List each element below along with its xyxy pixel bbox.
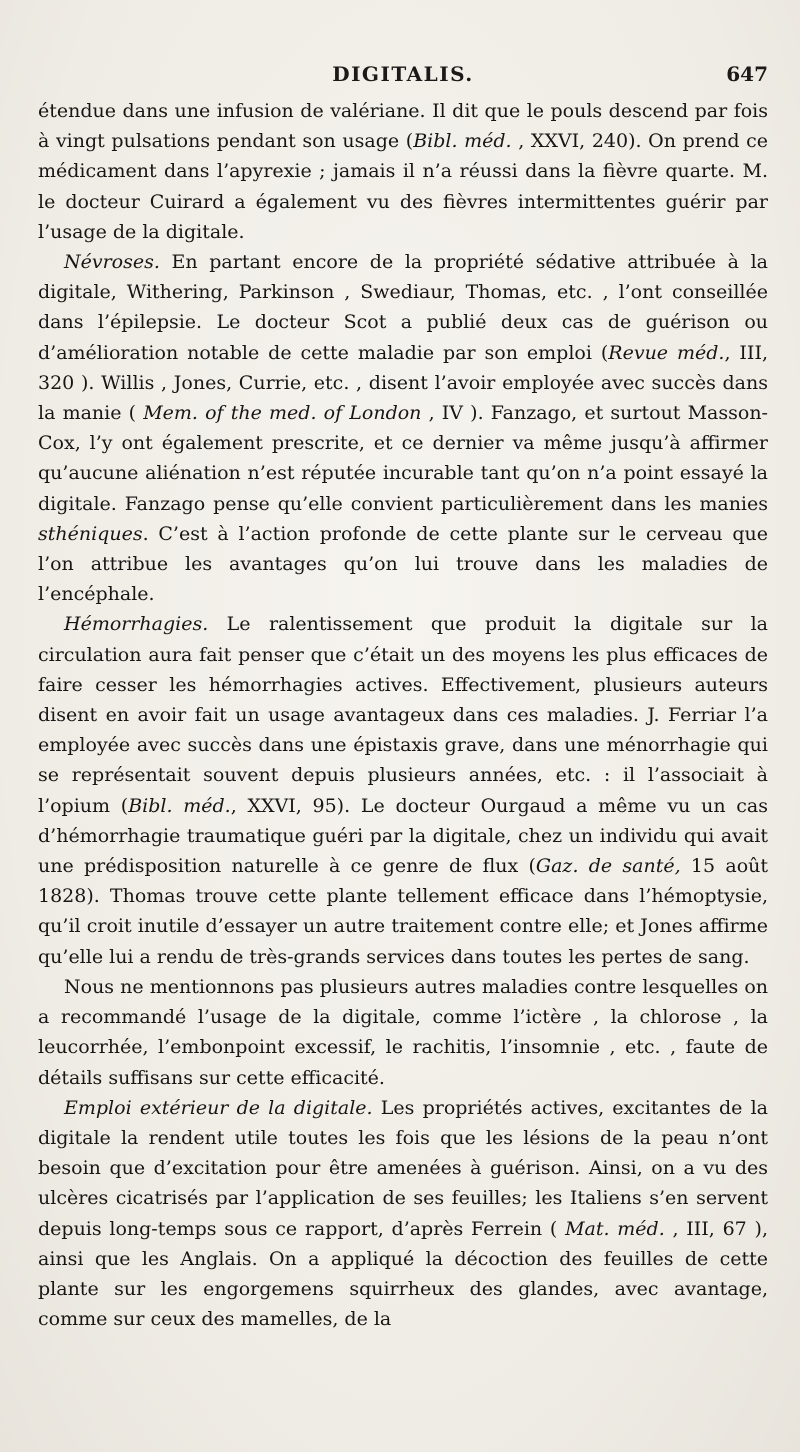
page-number: 647 — [726, 62, 768, 86]
paragraph-other-diseases: Nous ne mentionnons pas plusieurs autres maladies contre lesquelles on a recommandé l’usage de la digitale, comme l’ictère , la chlorose , la leucorrhée, l’embonpoint excessif, le rachitis, l’insomnie , etc. , faute de détails suffisans sur cette efficacité. — [38, 975, 768, 1089]
section-heading-nevroses: Névroses. — [64, 251, 160, 274]
page-header — [38, 62, 768, 96]
paragraph-hemorrhagies: Hémorrhagies. Le ralentissement que produit la digitale sur la circulation aura fait penser que c’était un des moyens les plus efficaces de faire cesser les hémorrhagies actives. Effectivement, plusieurs auteurs disent en avoir fait un usage avantageux dans ces maladies. J. Ferriar l’a employée avec succès dans une épistaxis grave, dans une ménorrhagie qui se représentait souvent depuis plusieurs années, etc. : il l’associait à l’opium (Bibl. méd., XXVI, 95). Le docteur Ourgaud a même vu un cas d’hémorrhagie traumatique guéri par la digitale, chez un individu qui avait une prédisposition naturelle à ce genre de flux (Gaz. de santé, 15 août 1828). Thomas trouve cette plante tellement efficace dans l’hémoptysie, qu’il croit inutile d’essayer un autre traitement contre elle; et Jones affirme qu’elle lui a rendu de très-grands services dans toutes les pertes de sang. — [38, 613, 769, 968]
paragraph-nevroses: Névroses. En partant encore de la propriété sédative attribuée à la digitale, Withering, Parkinson , Swediaur, Thomas, etc. , l’ont conseillée dans l’épilepsie. Le docteur Scot a publié deux cas de guérison ou d’amélioration notable de cette maladie par son emploi (Revue méd., III, 320 ). Willis , Jones, Currie, etc. , disent l’avoir employée avec succès dans la manie ( Mem. of the med. of London , IV ). Fanzago, et surtout Masson-Cox, l’y ont également prescrite, et ce dernier va même jusqu’à affirmer qu’aucune aliénation n’est réputée incurable tant qu’on n’a point essayé la digitale. Fanzago pense qu’elle convient particulièrement dans les manies sthéniques. C’est à l’action profonde de cette plante sur le cerveau que l’on attribue les avantages qu’on lui trouve dans les maladies de l’encéphale. — [38, 251, 768, 606]
section-heading-hemorrhagies: Hémorrhagies. — [64, 613, 209, 636]
body-text — [38, 96, 768, 1334]
running-title: DIGITALIS. — [332, 62, 474, 86]
section-heading-emploi-exterieur: Emploi extérieur de la digitale. — [64, 1096, 373, 1119]
paragraph-emploi-exterieur: Emploi extérieur de la digitale. Les propriétés actives, excitantes de la digitale la rendent utile toutes les fois que les lésions de la peau n’ont besoin que d’excitation pour être amenées à guérison. Ainsi, on a vu des ulcères cicatrisés par l’application de ses feuilles; les Italiens s’en servent depuis long-temps sous ce rapport, d’après Ferrein ( Mat. méd. , III, 67 ), ainsi que les Anglais. On a appliqué la décoction des feuilles de cette plante sur les engorgemens squirrheux des glandes, avec avantage, comme sur ceux des mamelles, de la — [38, 1096, 768, 1331]
paragraph-fever: étendue dans une infusion de valériane. Il dit que le pouls descend par fois à vingt pulsations pendant son usage (Bibl. méd. , XXVI, 240). On prend ce médicament dans l’apyrexie ; jamais il n’a réussi dans la fièvre quarte. M. le docteur Cuirard a également vu des fièvres intermittentes guérir par l’usage de la digitale. — [38, 100, 768, 243]
